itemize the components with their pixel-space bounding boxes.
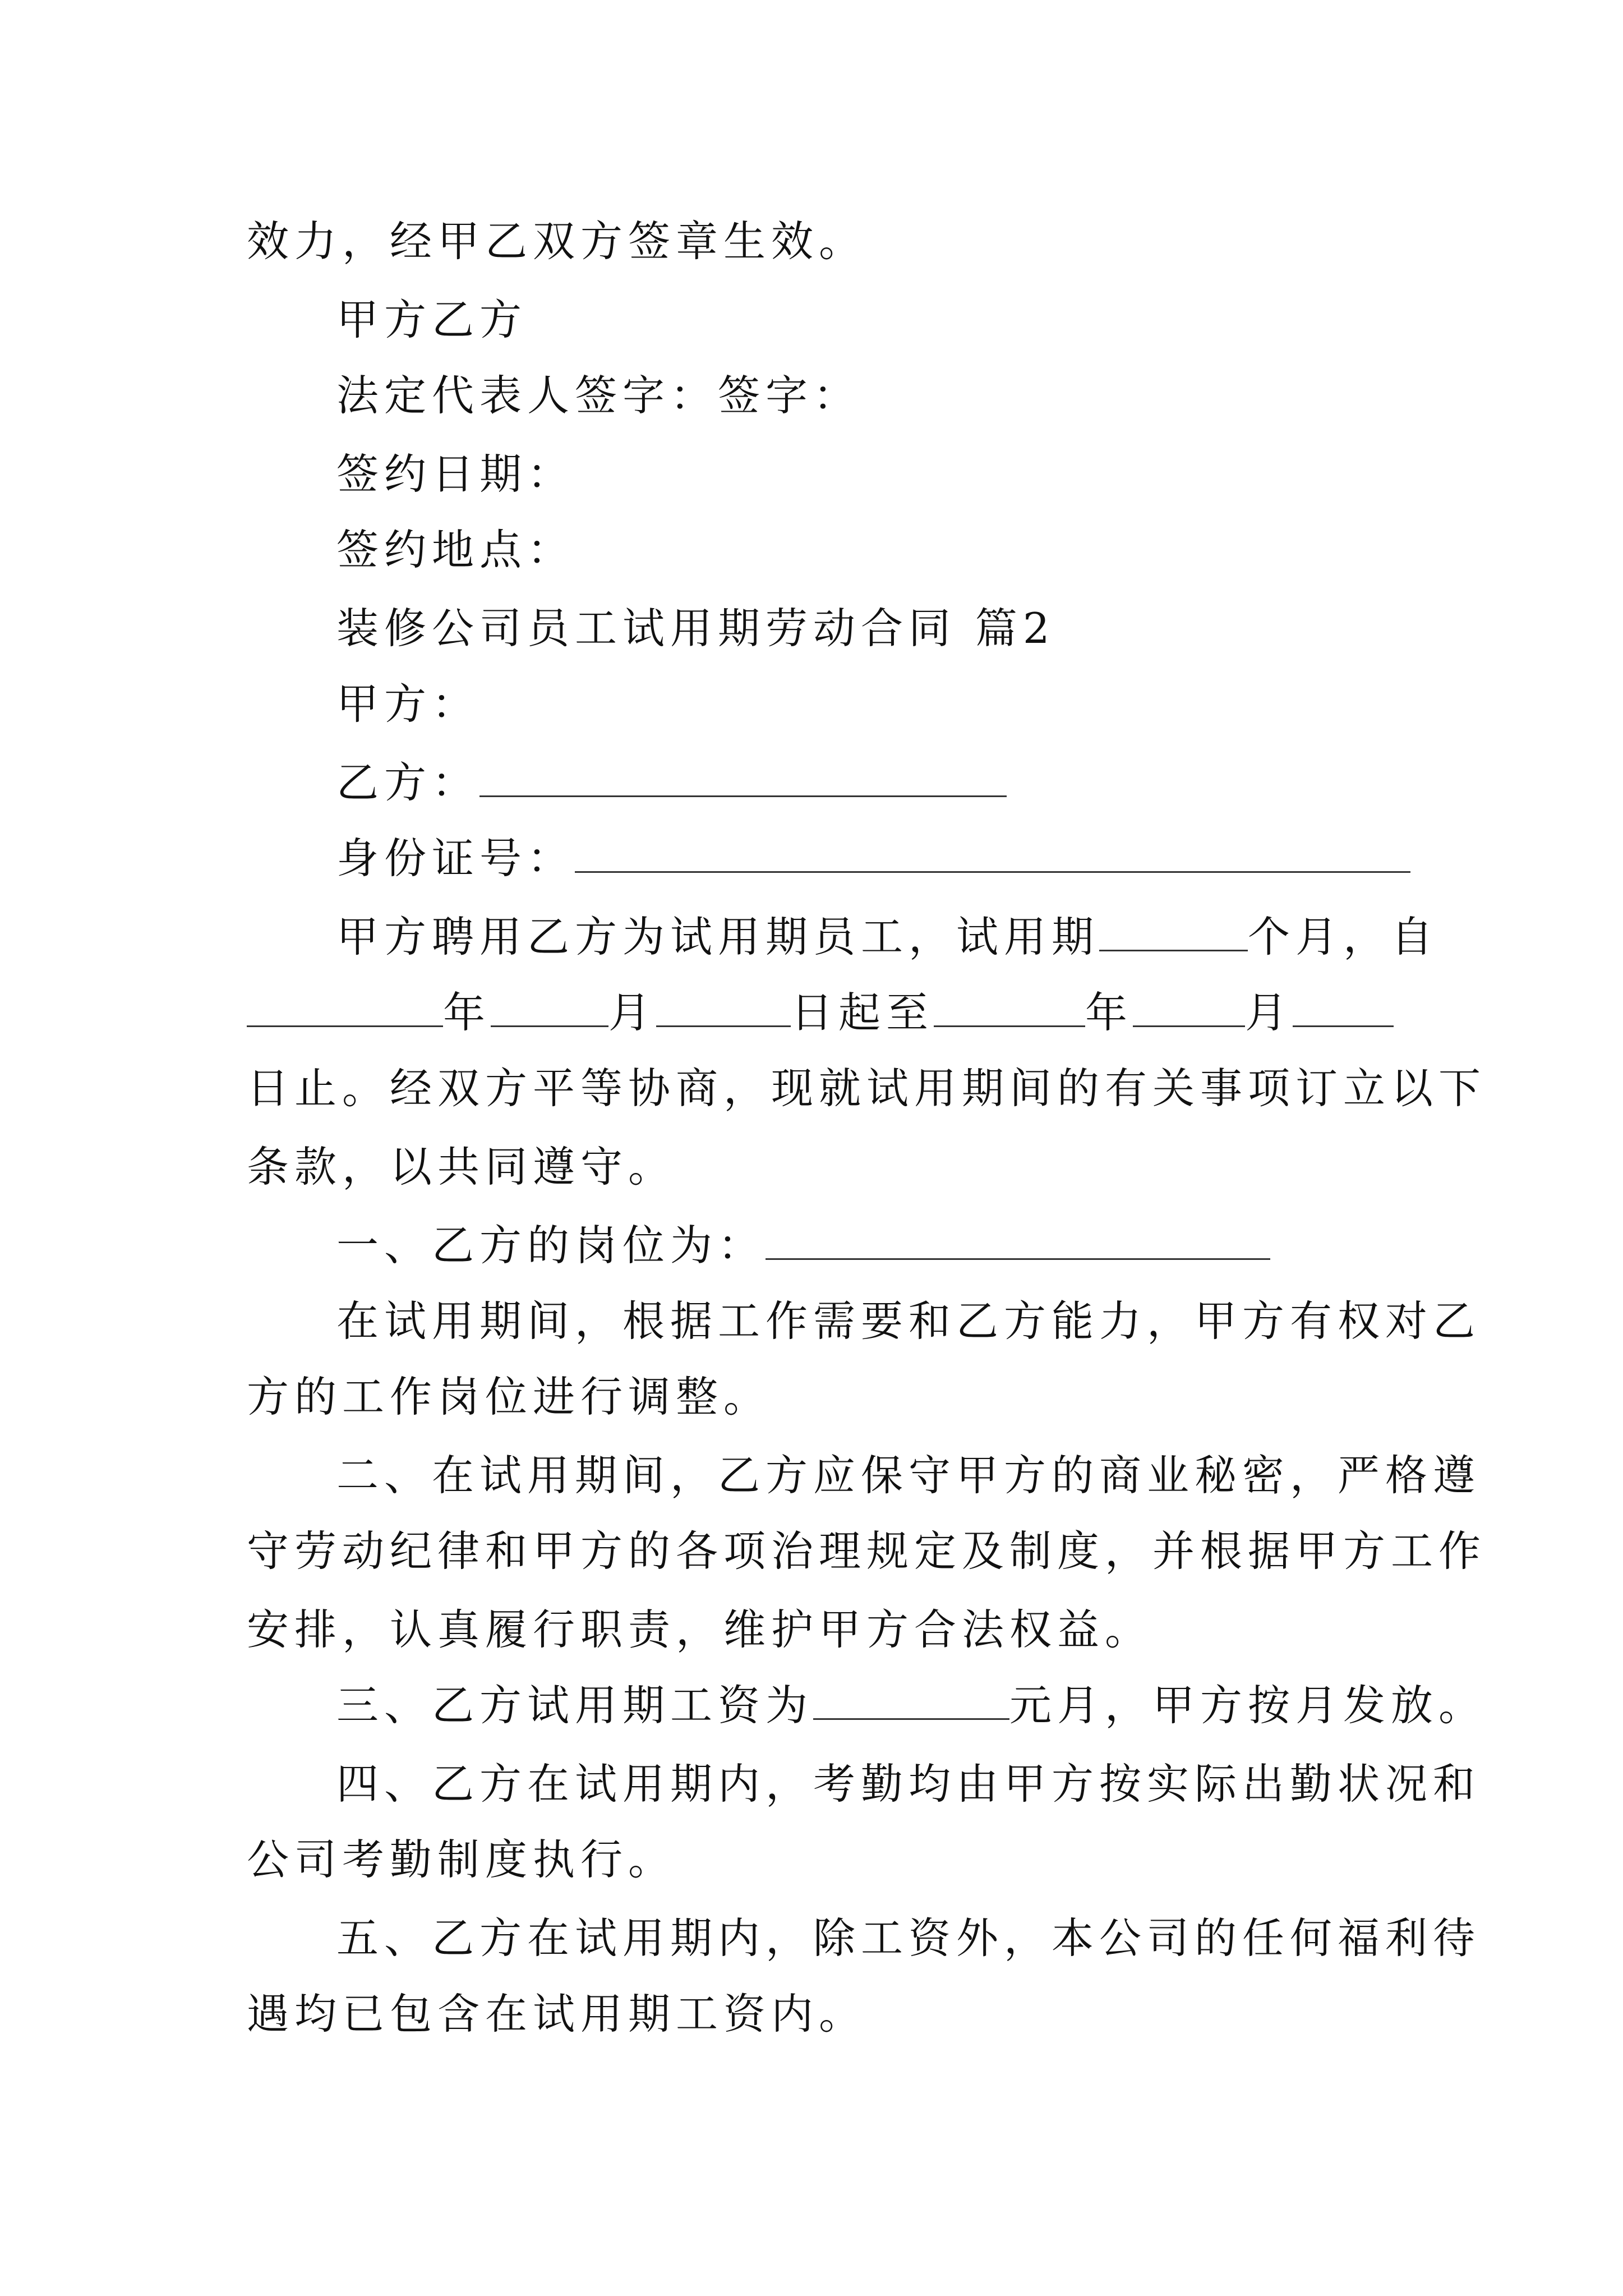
clause-4-line: 四、乙方在试用期内，考勤均由甲方按实际出勤状况和 [336,1759,1481,1809]
probation-line: 甲方聘用乙方为试用期员工，试用期 个月，自 [336,909,1475,965]
section-heading: 装修公司员工试用期劳动合同 篇2 [336,604,1055,653]
id-number-line: 身份证号： [336,830,1475,886]
signature-parties-line: 甲方乙方 [336,295,528,344]
end-day-blank [1293,986,1394,1027]
body-line: 日止。经双方平等协商，现就试用期间的有关事项订立以下 [247,1064,1487,1113]
end-month-blank [1133,986,1245,1027]
party-b-blank [479,756,1007,797]
body-line: 在试用期间，根据工作需要和乙方能力，甲方有权对乙 [336,1296,1481,1346]
clause-2-line: 二、在试用期间，乙方应保守甲方的商业秘密，严格遵 [336,1451,1481,1500]
clause-1-line: 一、乙方的岗位为： [336,1217,1475,1273]
clause-5-line: 五、乙方在试用期内，除工资外，本公司的任何福利待 [336,1913,1481,1963]
body-line: 方的工作岗位进行调整。 [247,1372,772,1421]
party-b-line: 乙方： [336,754,1475,811]
end-year-blank [934,986,1085,1027]
body-line: 安排，认真履行职责，维护甲方合法权益。 [247,1605,1153,1654]
party-a-line: 甲方： [336,679,480,729]
body-line: 公司考勤制度执行。 [247,1835,676,1884]
sign-place-line: 签约地点： [336,525,575,574]
body-line: 守劳动纪律和甲方的各项治理规定及制度，并根据甲方工作 [247,1526,1487,1576]
start-day-blank [656,986,791,1027]
probation-dates-line: 年 月 日起至 年 月 [247,984,1385,1041]
salary-blank [813,1679,1009,1720]
body-line: 条款，以共同遵守。 [247,1142,676,1191]
id-number-blank [575,832,1410,873]
position-blank [766,1219,1270,1260]
signature-line: 法定代表人签字：签字： [336,371,861,420]
probation-months-blank [1099,910,1248,951]
start-month-blank [491,986,608,1027]
start-year-blank [247,986,443,1027]
sign-date-line: 签约日期： [336,449,575,499]
body-line: 遇均已包含在试用期工资内。 [247,1989,867,2039]
clause-3-line: 三、乙方试用期工资为 元月，甲方按月发放。 [336,1677,1475,1733]
body-line: 效力，经甲乙双方签章生效。 [247,217,867,266]
